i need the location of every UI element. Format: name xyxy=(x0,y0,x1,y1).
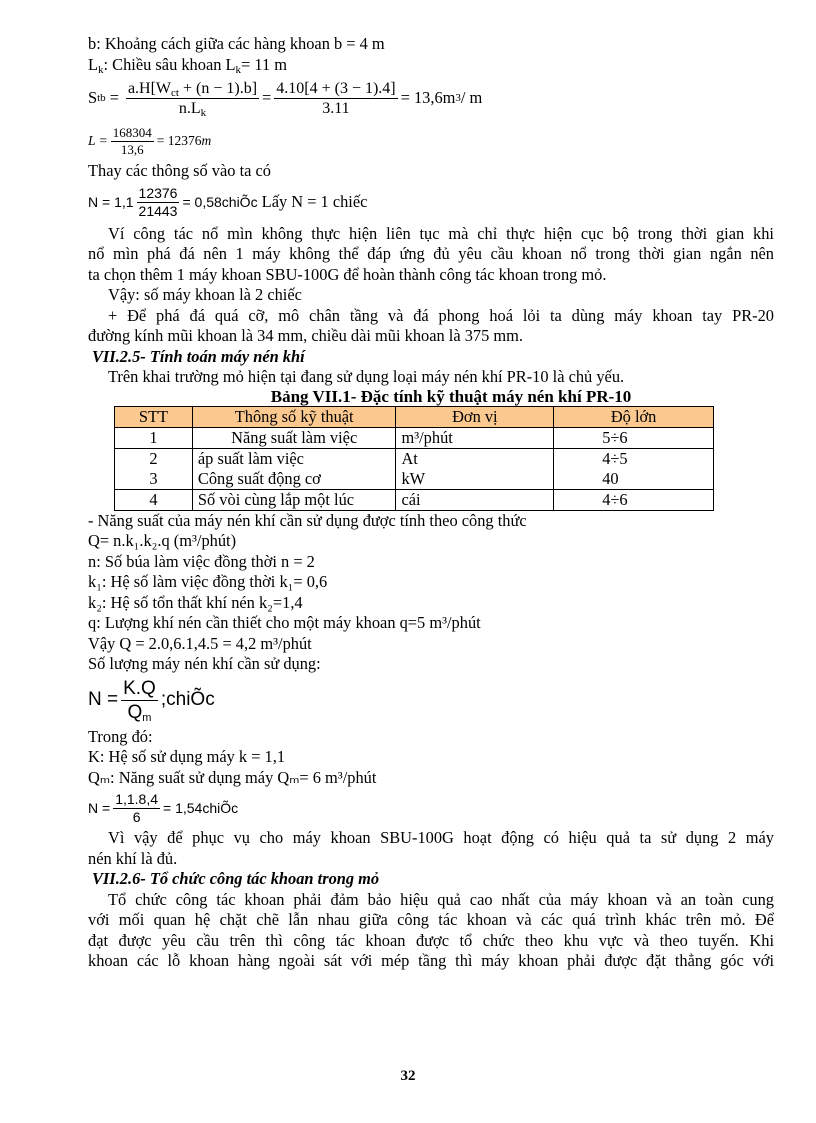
text-compressor-intro: Trên khai trường mỏ hiện tại đang sử dụng loại máy nén khí PR-10 là chủ yếu. xyxy=(108,367,625,386)
cell-param: Số vòi cùng lắp một lúc xyxy=(192,489,396,510)
text-where: Trong đó: xyxy=(88,726,153,746)
equation-L xyxy=(88,121,774,161)
N1-fraction xyxy=(137,185,180,220)
cell-value: 40 xyxy=(554,469,714,490)
equals-sign: = xyxy=(109,87,119,107)
N3-numerator: 1,1.8,4 xyxy=(115,790,159,807)
para2-line1: + Để phá đá quá cỡ, mô chân tầng và đá phong hoá lỏi ta dùng máy khoan tay PR-20 xyxy=(108,305,774,325)
N3-fraction xyxy=(113,791,160,826)
cell-value: 4÷6 xyxy=(554,489,714,510)
table-caption: Bảng VII.1- Đặc tính kỹ thuật máy nén khí PR-10 xyxy=(270,386,632,406)
L-result: = 12376 xyxy=(156,132,202,148)
line-lk-definition xyxy=(88,55,774,76)
spec-table xyxy=(114,406,714,511)
para3-line1: Vì vậy để phục vụ cho máy khoan SBU-100G hoạt động có hiệu quả ta sử dụng 2 máy xyxy=(108,828,774,847)
cell-unit: cái xyxy=(396,489,554,510)
N2-lhs: N = xyxy=(88,689,119,711)
cell-value: 5÷6 xyxy=(554,427,714,448)
cell-param: Năng suất làm việc xyxy=(192,427,396,448)
def-q: q: Lượng khí nén cần thiết cho một máy khoan q=5 m³/phút xyxy=(88,613,481,632)
cell-unit: kW xyxy=(396,469,554,490)
def-k2: k₂: Hệ số tổn thất khí nén k₂=1,4 xyxy=(88,592,303,612)
para1-line1: Ví công tác nổ mìn không thực hiện liên tục mà chỉ thực hiện cục bộ trong thời gian khi xyxy=(108,223,774,243)
equals-sign: = xyxy=(262,87,272,107)
cell-unit: m³/phút xyxy=(396,427,554,448)
def-k1: k₁: Hệ số làm việc đồng thời k₁= 0,6 xyxy=(88,572,328,591)
N3-result: = 1,54chiÕc xyxy=(163,799,239,816)
stb-fraction-1 xyxy=(126,79,259,118)
L-fraction xyxy=(111,125,154,158)
N2-tail: ;chiÕc xyxy=(160,689,215,711)
text-drill-count: Vậy: số máy khoan là 2 chiếc xyxy=(108,285,302,304)
heading-compressor: VII.2.5- Tính toán máy nén khí xyxy=(92,346,305,366)
stb-num1-b: + (n − 1).b] xyxy=(178,79,258,97)
N2-denominator xyxy=(121,701,158,724)
cell-stt: 4 xyxy=(115,489,193,510)
lk-value: = 11 m xyxy=(241,54,288,74)
header-unit: Đơn vị xyxy=(396,406,554,427)
para2-line2: đường kính mũi khoan là 34 mm, chiều dài mũi khoan là 375 mm. xyxy=(88,326,523,345)
text-compressor-count: Số lượng máy nén khí cần sử dụng: xyxy=(88,654,321,673)
para4-line2: với mối quan hệ chặt chẽ lẫn nhau giữa công tác khoan và các quá trình khác trên mỏ. Để xyxy=(88,910,774,929)
N1-tail: Lấy N = 1 chiếc xyxy=(257,192,368,212)
stb-numerator-2: 4.10[4 + (3 − 1).4] xyxy=(276,79,396,97)
header-param: Thông số kỹ thuật xyxy=(192,406,396,427)
stb-num1-sub: ct xyxy=(171,86,179,99)
para4-line1: Tổ chức công tác khoan phải đảm bảo hiệu quả cao nhất của máy khoan và an toàn cung xyxy=(108,889,774,909)
para4-line3: đạt được yêu cầu trên thì công tác khoan được tổ chức theo khu vực và theo tuyến. Khi xyxy=(88,930,774,950)
cell-value: 4÷5 xyxy=(554,448,714,469)
lk-symbol: L xyxy=(88,54,99,74)
def-n: n: Số búa làm việc đồng thời n = 2 xyxy=(88,551,315,571)
N2-fraction xyxy=(121,677,158,724)
N2-den: Q xyxy=(127,702,143,723)
line-b-definition: b: Khoảng cách giữa các hàng khoan b = 4 m xyxy=(88,34,385,53)
def-Qm: Qₘ: Năng suất sử dụng máy Qₘ= 6 m³/phút xyxy=(88,767,377,787)
equation-stb: S tb = $\frac{a.H[W_{ct} + (n - 1).b]}{n.L_k}$ = $\frac{4.10[4 + (3 - 1).4]}{3.11}$ = 13,6m 3 / m xyxy=(88,79,483,119)
table-row xyxy=(115,469,714,490)
stb-denominator-2: 3.11 xyxy=(322,99,350,117)
para3-line2: nén khí là đủ. xyxy=(88,848,178,868)
stb-numerator-1 xyxy=(126,79,259,99)
page-number: 32 xyxy=(400,1068,416,1084)
header-value: Độ lớn xyxy=(554,406,714,427)
table-row xyxy=(115,448,714,469)
stb-denominator-1 xyxy=(126,99,259,118)
cell-stt: 2 xyxy=(115,448,193,469)
para4-line4: khoan các lỗ khoan hàng ngoài sát với mép tầng thì máy khoan phải được đặt thẳng góc với xyxy=(88,951,774,970)
table-header-row xyxy=(115,406,714,427)
stb-result: = 13,6m xyxy=(400,87,456,107)
L-unit: m xyxy=(201,132,212,148)
L-lhs: L = xyxy=(88,132,108,148)
N3-lhs: N = xyxy=(88,799,111,816)
para1-line2: nổ mìn phá đá nên 1 máy không thể đáp ứng đủ yêu cầu khoan nổ trong thời gian ngắn nên xyxy=(88,244,774,263)
equation-N3 xyxy=(88,788,774,828)
stb-fraction-2 xyxy=(274,79,397,118)
lk-sub-2: k xyxy=(235,63,242,76)
cell-param: áp suất làm việc xyxy=(192,448,396,469)
N2-den-sub: m xyxy=(142,712,152,724)
text-formula-intro: - Năng suất của máy nén khí cần sử dụng được tính theo công thức xyxy=(88,510,527,530)
stb-num1-a: a.H[W xyxy=(127,79,172,97)
equation-N2 xyxy=(88,675,774,727)
formula-Q: Q= n.k₁.k₂.q (m³/phút) xyxy=(88,531,237,550)
def-K: K: Hệ số sử dụng máy k = 1,1 xyxy=(88,747,286,766)
L-numerator: 168304 xyxy=(112,124,152,140)
N2-numerator: K.Q xyxy=(123,678,156,699)
stb-den1: n.L xyxy=(178,99,201,117)
text-substitute: Thay các thông số vào ta có xyxy=(88,161,271,180)
stb-lhs: S xyxy=(88,87,98,107)
calc-Q: Vậy Q = 2.0,6.1,4.5 = 4,2 m³/phút xyxy=(88,633,312,653)
stb-result-unit: / m xyxy=(460,87,483,107)
table-row xyxy=(115,427,714,448)
N1-denominator: 21443 xyxy=(138,203,178,219)
L-denominator: 13,6 xyxy=(120,141,144,157)
cell-stt: 3 xyxy=(115,469,193,490)
cell-param: Công suất động cơ xyxy=(192,469,396,490)
N1-result: = 0,58chiÕc xyxy=(182,194,258,211)
N3-denominator: 6 xyxy=(132,808,141,825)
cell-unit: At xyxy=(396,448,554,469)
cell-stt: 1 xyxy=(115,427,193,448)
header-stt: STT xyxy=(115,406,193,427)
stb-den1-sub: k xyxy=(200,106,207,119)
equation-N1 xyxy=(88,182,774,224)
table-row xyxy=(115,489,714,510)
heading-drilling-organization: VII.2.6- Tổ chức công tác khoan trong mỏ xyxy=(92,869,380,888)
para1-line3: ta chọn thêm 1 máy khoan SBU-100G để hoàn thành công tác khoan trong mỏ. xyxy=(88,264,607,284)
N1-lhs: N = 1,1 xyxy=(88,194,134,211)
N1-numerator: 12376 xyxy=(138,185,178,201)
document-page xyxy=(88,34,774,972)
lk-text: : Chiều sâu khoan L xyxy=(103,54,236,74)
lk-sub: k xyxy=(98,63,104,76)
